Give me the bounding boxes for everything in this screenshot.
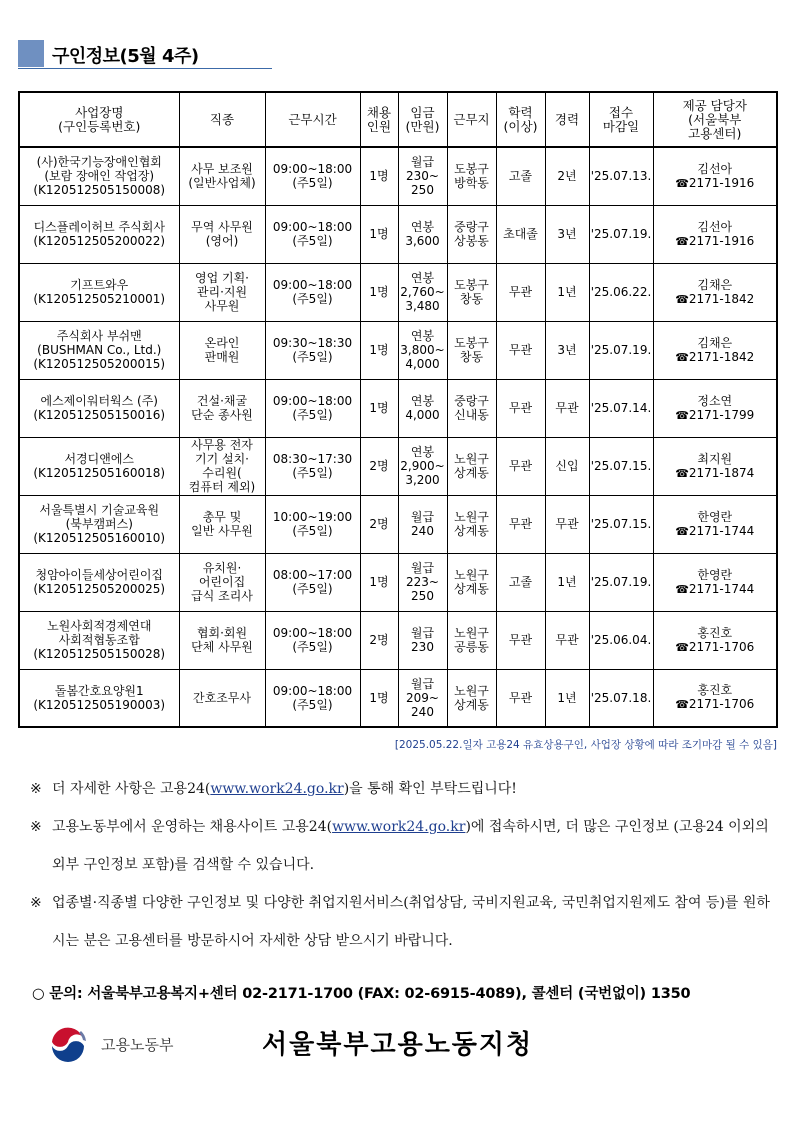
reference-mark-icon: ※ [30,895,42,911]
title-square-icon [18,40,44,67]
cell-count: 1명 [360,321,398,379]
phone-icon: ☎ [675,350,689,364]
page-title: 구인정보(5월 4주) [52,46,199,67]
header-contact: 제공 담당자 (서울북부 고용센터) [653,92,777,147]
cell-wage: 연봉 3,600 [398,205,447,263]
cell-contact [653,379,777,437]
cell-experience: 3년 [545,205,589,263]
phone-icon: ☎ [675,292,689,306]
phone-icon: ☎ [675,466,689,480]
cell-company: 에스제이워터웍스 (주) (K120512505150016) [19,379,179,437]
cell-experience: 신입 [545,437,589,495]
contact-name: 한영란 [697,509,733,524]
table-row [19,437,777,495]
contact-name: 김선아 [697,161,733,176]
contact-phone: 2171-1706 [688,697,755,712]
table-row [19,611,777,669]
header-experience: 경력 [545,92,589,147]
cell-hours: 09:00~18:00 (주5일) [265,147,360,205]
contact-phone-line [655,524,776,539]
contact-name: 최지원 [697,451,733,466]
cell-contact [653,263,777,321]
bullet-text: 더 자세한 사항은 고용24( [52,781,211,797]
cell-wage: 월급 209~ 240 [398,669,447,727]
cell-experience: 3년 [545,321,589,379]
cell-count: 1명 [360,379,398,437]
bullet-text: 업종별·직종별 다양한 구인정보 및 다양한 취업지원서비스(취업상담, 국비지원교육, 국민취업지원제도 참여 등)를 원하시는 분은 고용센터를 방문하시어 자세한 상담 받으시기 바랍니다. [52,895,770,949]
cell-wage: 월급 240 [398,495,447,553]
cell-education: 무관 [496,437,545,495]
contact-phone: 2171-1744 [688,523,755,538]
contact-phone-line [655,582,776,597]
cell-job: 사무 보조원 (일반사업체) [179,147,265,205]
cell-deadline: '25.07.13. [589,147,653,205]
cell-education: 초대졸 [496,205,545,263]
contact-name: 김채은 [697,277,733,292]
cell-count: 2명 [360,495,398,553]
contact-phone: 2171-1916 [688,233,755,248]
contact-phone-line [655,292,776,307]
cell-contact [653,147,777,205]
header-location: 근무지 [447,92,496,147]
cell-deadline: '25.07.19. [589,205,653,263]
contact-phone: 2171-1916 [688,175,755,190]
cell-company: 돌봄간호요양원1 (K120512505190003) [19,669,179,727]
table-row [19,321,777,379]
cell-deadline: '25.07.19. [589,321,653,379]
contact-phone: 2171-1874 [688,465,755,480]
cell-location: 노원구 상계동 [447,437,496,495]
cell-location: 도봉구 방학동 [447,147,496,205]
table-row [19,669,777,727]
cell-experience: 1년 [545,553,589,611]
contact-phone-line [655,466,776,481]
contact-phone: 2171-1744 [688,581,755,596]
cell-job: 총무 및 일반 사무원 [179,495,265,553]
cell-company: 서경디앤에스 (K120512505160018) [19,437,179,495]
bullet-item [30,808,780,884]
cell-deadline: '25.07.14. [589,379,653,437]
cell-count: 2명 [360,611,398,669]
cell-job: 협회·회원 단체 사무원 [179,611,265,669]
contact-phone-line [655,234,776,249]
phone-icon: ☎ [675,698,689,712]
phone-icon: ☎ [675,408,689,422]
cell-contact [653,437,777,495]
contact-name: 홍진호 [697,625,733,640]
header-hours: 근무시간 [265,92,360,147]
ministry-name: 고용노동부 [101,1036,174,1054]
contact-phone: 2171-1706 [688,639,755,654]
table-row [19,205,777,263]
cell-education: 무관 [496,379,545,437]
inquiry-contact: ○ 문의: 서울북부고용복지+센터 02-2171-1700 (FAX: 02-6915-4089), 콜센터 (국번없이) 1350 [32,986,691,1002]
cell-company: 주식회사 부쉬맨 (BUSHMAN Co., Ltd.) (K120512505200015) [19,321,179,379]
cell-hours: 09:00~18:00 (주5일) [265,205,360,263]
cell-location: 중랑구 상봉동 [447,205,496,263]
cell-job: 사무용 전자 기기 설치· 수리원( 컴퓨터 제외) [179,437,265,495]
cell-hours: 09:00~18:00 (주5일) [265,263,360,321]
table-row [19,553,777,611]
bullet-item [30,770,780,808]
contact-name: 정소연 [697,393,733,408]
cell-experience: 1년 [545,263,589,321]
office-name: 서울북부고용노동지청 [262,1030,534,1060]
table-header-row [19,92,777,147]
cell-hours: 09:30~18:30 (주5일) [265,321,360,379]
cell-company: (사)한국기능장애인협회 (보람 장애인 작업장) (K120512505150008) [19,147,179,205]
cell-job: 온라인 판매원 [179,321,265,379]
taegeuk-logo-icon [48,1025,88,1065]
cell-deadline: '25.07.19. [589,553,653,611]
header-count: 채용 인원 [360,92,398,147]
cell-location: 노원구 상계동 [447,553,496,611]
header-company: 사업장명 (구인등록번호) [19,92,179,147]
cell-deadline: '25.06.04. [589,611,653,669]
table-row [19,495,777,553]
phone-icon: ☎ [675,176,689,190]
cell-location: 노원구 상계동 [447,669,496,727]
header-wage: 임금 (만원) [398,92,447,147]
cell-count: 1명 [360,669,398,727]
contact-name: 홍진호 [697,683,733,698]
cell-wage: 연봉 3,800~ 4,000 [398,321,447,379]
table-row [19,147,777,205]
cell-deadline: '25.06.22. [589,263,653,321]
contact-phone-line [655,408,776,423]
info-bullets [30,770,780,960]
phone-icon: ☎ [675,234,689,248]
bullet-text: 고용노동부에서 운영하는 채용사이트 고용24( [52,819,333,835]
cell-education: 고졸 [496,147,545,205]
phone-icon: ☎ [675,524,689,538]
cell-job: 유치원· 어린이집 급식 조리사 [179,553,265,611]
contact-phone: 2171-1842 [688,349,755,364]
contact-phone-line [655,697,776,712]
cell-contact [653,321,777,379]
cell-hours: 10:00~19:00 (주5일) [265,495,360,553]
phone-icon: ☎ [675,640,689,654]
cell-job: 간호조무사 [179,669,265,727]
reference-mark-icon: ※ [30,819,42,835]
bullet-item [30,884,780,960]
cell-contact [653,495,777,553]
cell-education: 무관 [496,495,545,553]
contact-phone: 2171-1799 [688,407,755,422]
cell-location: 도봉구 창동 [447,263,496,321]
cell-count: 2명 [360,437,398,495]
notice-text: [2025.05.22.일자 고용24 유효상용구인, 사업장 상황에 따라 조기마감 될 수 있음] [394,739,777,751]
table-row [19,379,777,437]
header-deadline: 접수 마감일 [589,92,653,147]
cell-hours: 08:30~17:30 (주5일) [265,437,360,495]
cell-location: 중랑구 신내동 [447,379,496,437]
contact-phone: 2171-1842 [688,291,755,306]
cell-education: 무관 [496,611,545,669]
contact-name: 한영란 [697,567,733,582]
cell-education: 무관 [496,263,545,321]
cell-experience: 무관 [545,611,589,669]
cell-deadline: '25.07.18. [589,669,653,727]
contact-name: 김선아 [697,219,733,234]
cell-company: 청암아이들세상어린이집 (K120512505200025) [19,553,179,611]
cell-hours: 09:00~18:00 (주5일) [265,669,360,727]
cell-company: 서울특별시 기술교육원 (북부캠퍼스) (K120512505160010) [19,495,179,553]
cell-experience: 무관 [545,495,589,553]
cell-education: 무관 [496,321,545,379]
cell-wage: 연봉 4,000 [398,379,447,437]
contact-phone-line [655,350,776,365]
cell-hours: 08:00~17:00 (주5일) [265,553,360,611]
cell-contact [653,669,777,727]
job-listings-table [18,91,778,728]
cell-wage: 월급 230~ 250 [398,147,447,205]
cell-contact [653,611,777,669]
cell-job: 영업 기획· 관리·지원 사무원 [179,263,265,321]
cell-wage: 연봉 2,760~ 3,480 [398,263,447,321]
cell-wage: 월급 230 [398,611,447,669]
cell-count: 1명 [360,147,398,205]
cell-hours: 09:00~18:00 (주5일) [265,611,360,669]
cell-location: 노원구 공릉동 [447,611,496,669]
cell-count: 1명 [360,205,398,263]
cell-deadline: '25.07.15. [589,495,653,553]
cell-experience: 1년 [545,669,589,727]
cell-contact [653,205,777,263]
cell-wage: 월급 223~ 250 [398,553,447,611]
cell-deadline: '25.07.15. [589,437,653,495]
table-row [19,263,777,321]
cell-company: 노원사회적경제연대 사회적협동조합 (K120512505150028) [19,611,179,669]
cell-job: 건설·채굴 단순 종사원 [179,379,265,437]
contact-phone-line [655,176,776,191]
cell-education: 무관 [496,669,545,727]
cell-contact [653,553,777,611]
section-title-bar [18,40,272,69]
cell-location: 도봉구 창동 [447,321,496,379]
work24-link[interactable]: www.work24.go.kr [332,819,466,835]
cell-wage: 연봉 2,900~ 3,200 [398,437,447,495]
header-job: 직종 [179,92,265,147]
phone-icon: ☎ [675,582,689,596]
contact-phone-line [655,640,776,655]
cell-company: 기프트와우 (K120512505210001) [19,263,179,321]
bullet-text: )에 접속하시면, 더 많은 구인정보 (고용24 이외의 외부 구인정보 포함)를 검색할 수 있습니다. [52,819,769,873]
bullet-text: )을 통해 확인 부탁드립니다! [343,781,517,797]
cell-company: 디스플레이허브 주식회사 (K120512505200022) [19,205,179,263]
cell-count: 1명 [360,263,398,321]
cell-experience: 2년 [545,147,589,205]
contact-name: 김채은 [697,335,733,350]
cell-location: 노원구 상계동 [447,495,496,553]
cell-experience: 무관 [545,379,589,437]
header-education: 학력 (이상) [496,92,545,147]
cell-count: 1명 [360,553,398,611]
cell-education: 고졸 [496,553,545,611]
cell-hours: 09:00~18:00 (주5일) [265,379,360,437]
reference-mark-icon: ※ [30,781,42,797]
work24-link[interactable]: www.work24.go.kr [210,781,344,797]
cell-job: 무역 사무원 (영어) [179,205,265,263]
